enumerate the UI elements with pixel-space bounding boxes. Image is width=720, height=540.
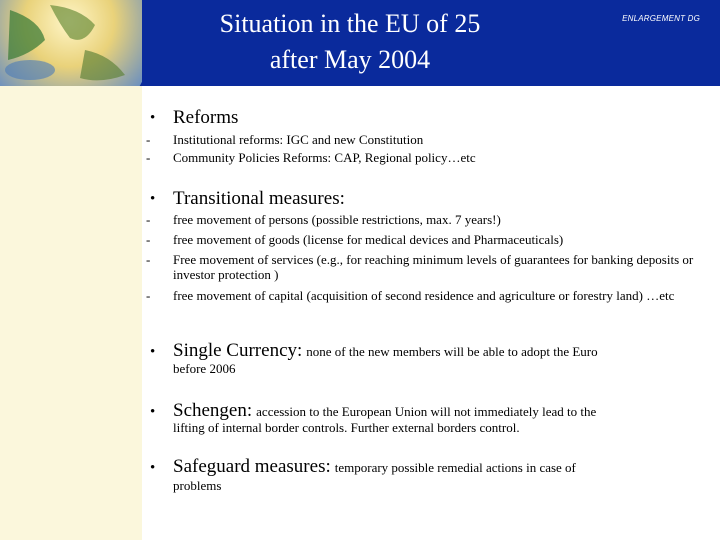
- currency-heading: Single Currency:: [173, 340, 303, 361]
- list-item: Community Policies Reforms: CAP, Regional policy…etc: [173, 150, 476, 165]
- bullet-icon: •: [150, 344, 156, 360]
- schengen-heading: Schengen:: [173, 400, 253, 421]
- list-item: free movement of persons (possible restrictions, max. 7 years!): [173, 212, 501, 227]
- safeguard-paragraph: [173, 457, 708, 477]
- dash-icon: -: [146, 132, 151, 147]
- content-area: [142, 86, 720, 540]
- page-title: [200, 6, 500, 78]
- currency-paragraph: [173, 341, 708, 361]
- header-band: [0, 0, 720, 86]
- list-item: Institutional reforms: IGC and new Constitution: [173, 132, 424, 147]
- currency-text: none of the new members will be able to adopt the Euro: [306, 344, 598, 359]
- safeguard-heading: Safeguard measures:: [173, 456, 331, 477]
- globe-image: [0, 0, 142, 86]
- bullet-icon: •: [150, 404, 156, 420]
- dash-icon: -: [146, 212, 151, 227]
- bullet-icon: •: [150, 191, 156, 207]
- bullet-icon: •: [150, 110, 156, 126]
- dash-icon: -: [146, 288, 151, 303]
- dash-icon: -: [146, 232, 151, 247]
- dash-icon: -: [146, 150, 151, 165]
- schengen-text: accession to the European Union will not immediately lead to the: [256, 404, 597, 419]
- safeguard-text: temporary possible remedial actions in case of: [334, 460, 576, 475]
- bullet-icon: •: [150, 460, 156, 476]
- currency-continuation: before 2006: [173, 361, 236, 376]
- left-margin-band: [0, 86, 142, 540]
- title-line-2: after May 2004: [269, 45, 431, 74]
- title-line-1: Situation in the EU of 25: [219, 9, 481, 38]
- list-item: Free movement of services (e.g., for reaching minimum levels of guarantees for banking deposits or investor protection ): [173, 252, 694, 282]
- list-item: free movement of goods (license for medical devices and Pharmaceuticals): [173, 232, 564, 247]
- reforms-heading: Reforms: [173, 107, 239, 128]
- safeguard-continuation: problems: [173, 478, 222, 493]
- schengen-continuation: lifting of internal border controls. Further external borders control.: [173, 420, 520, 435]
- dash-icon: -: [146, 252, 151, 267]
- dg-tag: ENLARGEMENT DG: [622, 14, 700, 23]
- schengen-paragraph: [173, 401, 708, 421]
- list-item: free movement of capital (acquisition of second residence and agriculture or forestry land) …etc: [173, 288, 675, 303]
- transitional-heading: Transitional measures:: [173, 188, 345, 209]
